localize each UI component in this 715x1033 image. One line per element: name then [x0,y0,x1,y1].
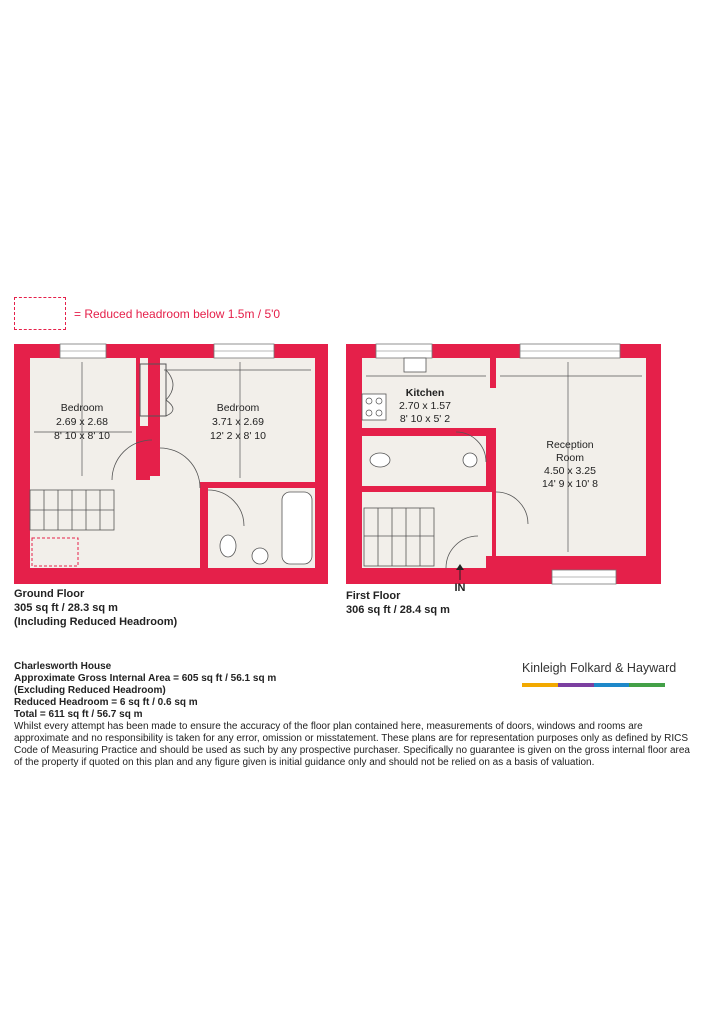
ground-floor-note: (Including Reduced Headroom) [14,616,178,628]
kitchen-name: Kitchen [405,387,445,399]
first-floor-area: 306 sq ft / 28.4 sq m [346,604,450,616]
reduced-headroom-area-text: Reduced Headroom = 6 sq ft / 0.6 sq m [14,697,198,708]
bedroom-2-imperial: 12' 2 x 8' 10 [210,430,266,442]
kitchen-imperial: 8' 10 x 5' 2 [399,413,451,425]
reception-imperial: 14' 9 x 10' 8 [542,478,598,490]
ground-floor-area: 305 sq ft / 28.3 sq m [14,602,118,614]
kitchen-sink [404,358,426,372]
entrance-label: IN [454,582,466,594]
ground-floor-title: Ground Floor [14,588,85,600]
ground-floor-plan [14,344,328,584]
hob [362,394,386,420]
agent-color-bar [522,683,665,687]
reception-name-line1: Reception [546,439,594,451]
toilet [220,535,236,557]
reception-metric: 4.50 x 3.25 [544,465,596,477]
agent-name: Kinleigh Folkard & Hayward [522,661,677,675]
ground-floor-caption [14,587,177,629]
bathtub [282,492,312,564]
first-floor-toilet [370,453,390,467]
excluding-note: (Excluding Reduced Headroom) [14,685,166,696]
bedroom-2-metric: 3.71 x 2.69 [212,416,264,428]
landing-floor [362,492,492,568]
bedroom-1-imperial: 8' 10 x 8' 10 [54,430,110,442]
total-area: Total = 611 sq ft / 56.7 sq m [14,709,143,720]
reduced-headroom-legend-text: = Reduced headroom below 1.5m / 5'0 [74,307,281,321]
first-floor-title: First Floor [346,590,401,602]
first-floor-plan [346,344,661,594]
bedroom-1-name: Bedroom [60,402,104,414]
bedroom-2-name: Bedroom [216,402,260,414]
gross-internal-area: Approximate Gross Internal Area = 605 sq ft / 56.1 sq m [14,673,277,684]
hallway-stairs-floor [30,480,200,568]
first-floor-washbasin [463,453,477,467]
reception-name-line2: Room [555,452,585,464]
agent-logo [522,661,676,687]
washbasin [252,548,268,564]
first-floor-caption [346,589,450,617]
kitchen-metric: 2.70 x 1.57 [399,400,451,412]
bedroom-1-metric: 2.69 x 2.68 [56,416,108,428]
property-name: Charlesworth House [14,661,112,672]
disclaimer-text: Whilst every attempt has been made to ensure the accuracy of the floor plan contained here, measurements of doors, windows and rooms are approximate and no responsibility is taken for any error, omission or misstatement. These plans are for representation purposes only as defined by RICS Code of Measuring Practice and should be used as such by any prospective purchaser. Specifically no guarantee is given on the gross internal floor area of the property if quoted on this plan and any figure given is initial guidance only and should not be relied on as a basis of valuation. [14,721,690,768]
